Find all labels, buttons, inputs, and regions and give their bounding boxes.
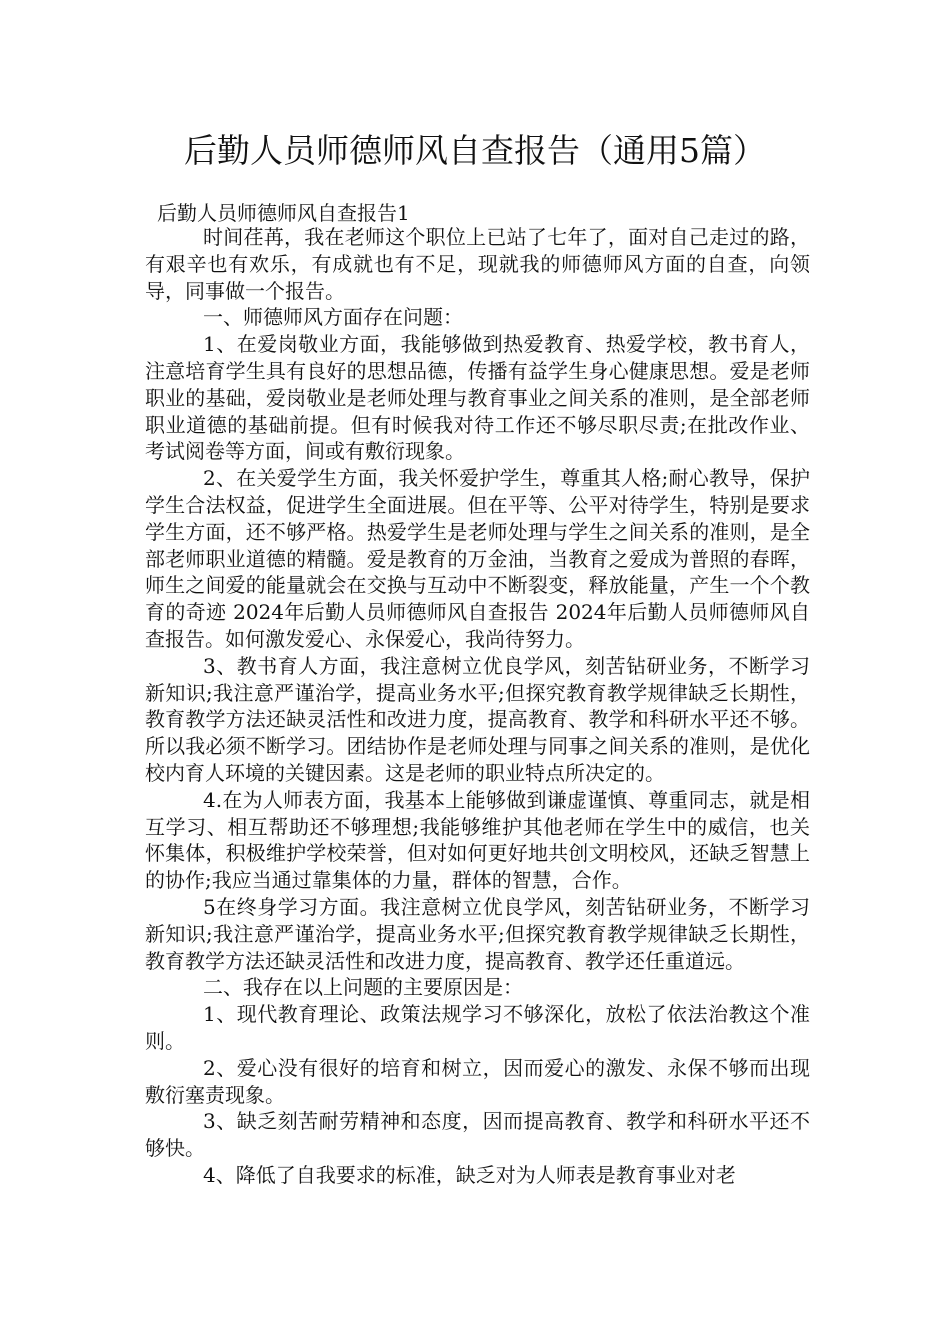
paragraph-problem-2: 2、在关爱学生方面，我关怀爱护学生，尊重其人格;耐心教导，保护学生合法权益，促进学生全面进展。但在平等、公平对待学生，特别是要求学生方面，还不够严格。热爱学生是老师处理与学生之间关系的准则，是全部老师职业道德的精髓。爱是教育的万金油，当教育之爱成为普照的春晖，师生之间爱的能量就会在交换与互动中不断裂变，释放能量，产生一个个教育的奇迹 2024年后勤人员师德师风自查报告 2024年后勤人员师德师风自查报告。如何激发爱心、永保爱心，我尚待努力。 xyxy=(145,466,810,651)
paragraph-heading-reasons: 二、我存在以上问题的主要原因是： xyxy=(203,975,523,1000)
paragraph-reason-2: 2、爱心没有很好的培育和树立，因而爱心的激发、永保不够而出现敷衍塞责现象。 xyxy=(145,1055,810,1107)
section-title: 后勤人员师德师风自查报告1 xyxy=(157,201,410,225)
paragraph-reason-3: 3、缺乏刻苦耐劳精神和态度，因而提高教育、教学和科研水平还不够快。 xyxy=(145,1109,810,1161)
body-text xyxy=(145,224,810,1189)
paragraph-reason-4: 4、降低了自我要求的标准，缺乏对为人师表是教育事业对老 xyxy=(203,1162,736,1187)
paragraph-problem-5: 5在终身学习方面。我注意树立优良学风，刻苦钻研业务，不断学习新知识;我注意严谨治学，提高业务水平;但探究教育教学规律缺乏长期性，教育教学方法还缺灵活性和改进力度，提高教育、教学还任重道远。 xyxy=(145,894,810,973)
paragraph-problem-1: 1、在爱岗敬业方面，我能够做到热爱教育、热爱学校，教书育人，注意培育学生具有良好的思想品德，传播有益学生身心健康思想。爱是老师职业的基础，爱岗敬业是老师处理与教育事业之间关系的准则，是全部老师职业道德的基础前提。但有时候我对待工作还不够尽职尽责;在批改作业、考试阅卷等方面，间或有敷衍现象。 xyxy=(145,332,810,464)
document-title: 后勤人员师德师风自查报告（通用5篇） xyxy=(184,131,766,170)
paragraph-heading-problems: 一、师德师风方面存在问题： xyxy=(203,305,463,330)
paragraph-intro: 时间荏苒，我在老师这个职位上已站了七年了，面对自己走过的路，有艰辛也有欢乐，有成就也有不足，现就我的师德师风方面的自查，向领导，同事做一个报告。 xyxy=(145,225,810,303)
paragraph-problem-3: 3、教书育人方面，我注意树立优良学风，刻苦钻研业务，不断学习新知识;我注意严谨治学，提高业务水平;但探究教育教学规律缺乏长期性，教育教学方法还缺灵活性和改进力度，提高教育、教学和科研水平还不够。所以我必须不断学习。团结协作是老师处理与同事之间关系的准则，是优化校内育人环境的关键因素。这是老师的职业特点所决定的。 xyxy=(145,653,810,785)
paragraph-reason-1: 1、现代教育理论、政策法规学习不够深化，放松了依法治教这个准则。 xyxy=(145,1002,810,1053)
paragraph-problem-4: 4.在为人师表方面，我基本上能够做到谦虚谨慎、尊重同志，就是相互学习、相互帮助还不够理想;我能够维护其他老师在学生中的威信，也关怀集体，积极维护学校荣誉，但对如何更好地共创文明校风，还缺乏智慧上的协作;我应当通过靠集体的力量，群体的智慧，合作。 xyxy=(145,787,810,893)
